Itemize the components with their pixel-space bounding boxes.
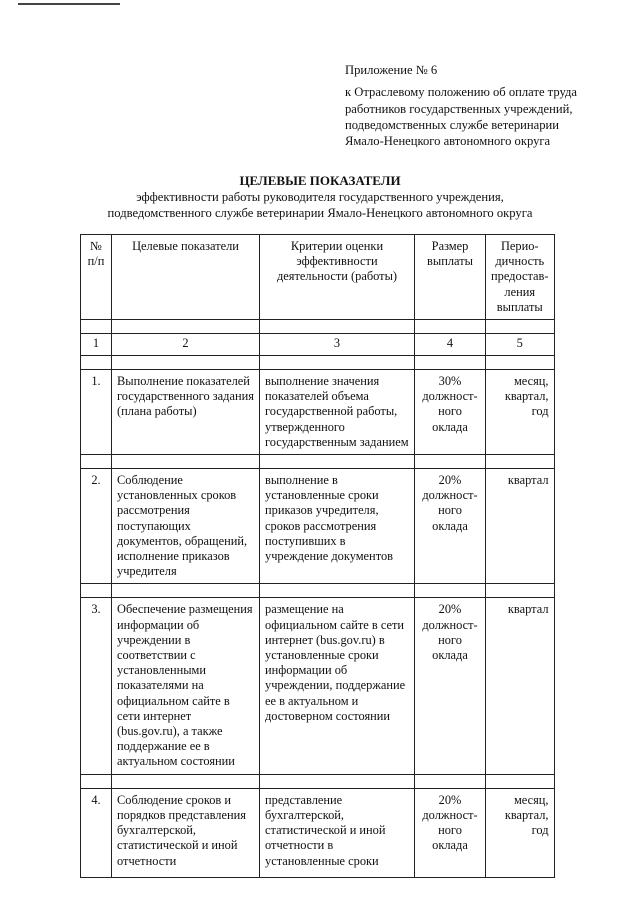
- row-number: 1.: [81, 370, 112, 455]
- row-number: 2.: [81, 469, 112, 584]
- column-number: 4: [415, 334, 486, 356]
- table-row: [81, 598, 555, 774]
- row-payment: 20% должност-ного оклада: [415, 788, 486, 877]
- document-subtitle: эффективности работы руководителя государственного учреждения,: [136, 190, 504, 204]
- table-header-row: [81, 235, 555, 320]
- appendix-line: работников государственных учреждений,: [345, 101, 573, 116]
- table-gap: [81, 455, 555, 469]
- header-periodicity: Перио-дичность предостав-ления выплаты: [486, 235, 555, 320]
- appendix-line: к Отраслевому положению об оплате труда: [345, 85, 577, 100]
- table-gap: [81, 320, 555, 334]
- column-number: 5: [486, 334, 555, 356]
- row-criteria: выполнение в установленные сроки приказов учредителя, сроков рассмотрения поступивших в учреждение документов: [260, 469, 415, 584]
- header-payment: Размер выплаты: [415, 235, 486, 320]
- row-periodicity: месяц, квартал, год: [486, 788, 555, 877]
- target-indicators-table: [80, 234, 555, 878]
- row-indicator: Соблюдение установленных сроков рассмотрения поступающих документов, обращений, исполнение приказов учредителя: [112, 469, 260, 584]
- row-criteria: представление бухгалтерской, статистической и иной отчетности в установленные сроки: [260, 788, 415, 877]
- row-number: 4.: [81, 788, 112, 877]
- document-subtitle: подведомственного службе ветеринарии Ямало-Ненецкого автономного округа: [107, 206, 533, 220]
- row-indicator: Соблюдение сроков и порядков представления бухгалтерской, статистической и иной отчетности: [112, 788, 260, 877]
- header-no: № п/п: [81, 235, 112, 320]
- appendix-line: Ямало-Ненецкого автономного округа: [345, 134, 551, 149]
- row-indicator: Обеспечение размещения информации об учреждении в соответствии с установленными показателями на официальном сайте в сети интернет (bus.gov.ru), а также поддержание ее в актуальном состоянии: [112, 598, 260, 774]
- column-number: 2: [112, 334, 260, 356]
- column-number: 1: [81, 334, 112, 356]
- appendix-block: [345, 62, 625, 149]
- row-periodicity: месяц, квартал, год: [486, 370, 555, 455]
- row-payment: 20% должност-ного оклада: [415, 598, 486, 774]
- column-number-row: [81, 334, 555, 356]
- table-gap: [81, 356, 555, 370]
- table-gap: [81, 584, 555, 598]
- column-number: 3: [260, 334, 415, 356]
- row-payment: 30% должност-ного оклада: [415, 370, 486, 455]
- table-row: [81, 469, 555, 584]
- table-row: [81, 788, 555, 877]
- row-periodicity: квартал: [486, 598, 555, 774]
- appendix-title: Приложение № 6: [345, 63, 438, 77]
- document-heading: [0, 173, 640, 221]
- row-criteria: размещение на официальном сайте в сети интернет (bus.gov.ru) в установленные сроки информации об учреждении, поддержание ее в актуальном и достоверном состоянии: [260, 598, 415, 774]
- table-gap: [81, 774, 555, 788]
- row-periodicity: квартал: [486, 469, 555, 584]
- header-indicators: Целевые показатели: [112, 235, 260, 320]
- top-edge-mark: [18, 3, 120, 5]
- row-criteria: выполнение значения показателей объема государственной работы, утвержденного государственным заданием: [260, 370, 415, 455]
- row-indicator: Выполнение показателей государственного задания (плана работы): [112, 370, 260, 455]
- document-title: ЦЕЛЕВЫЕ ПОКАЗАТЕЛИ: [239, 173, 401, 188]
- table-row: [81, 370, 555, 455]
- appendix-line: подведомственных службе ветеринарии: [345, 117, 559, 132]
- row-number: 3.: [81, 598, 112, 774]
- header-criteria: Критерии оценки эффективности деятельности (работы): [260, 235, 415, 320]
- row-payment: 20% должност-ного оклада: [415, 469, 486, 584]
